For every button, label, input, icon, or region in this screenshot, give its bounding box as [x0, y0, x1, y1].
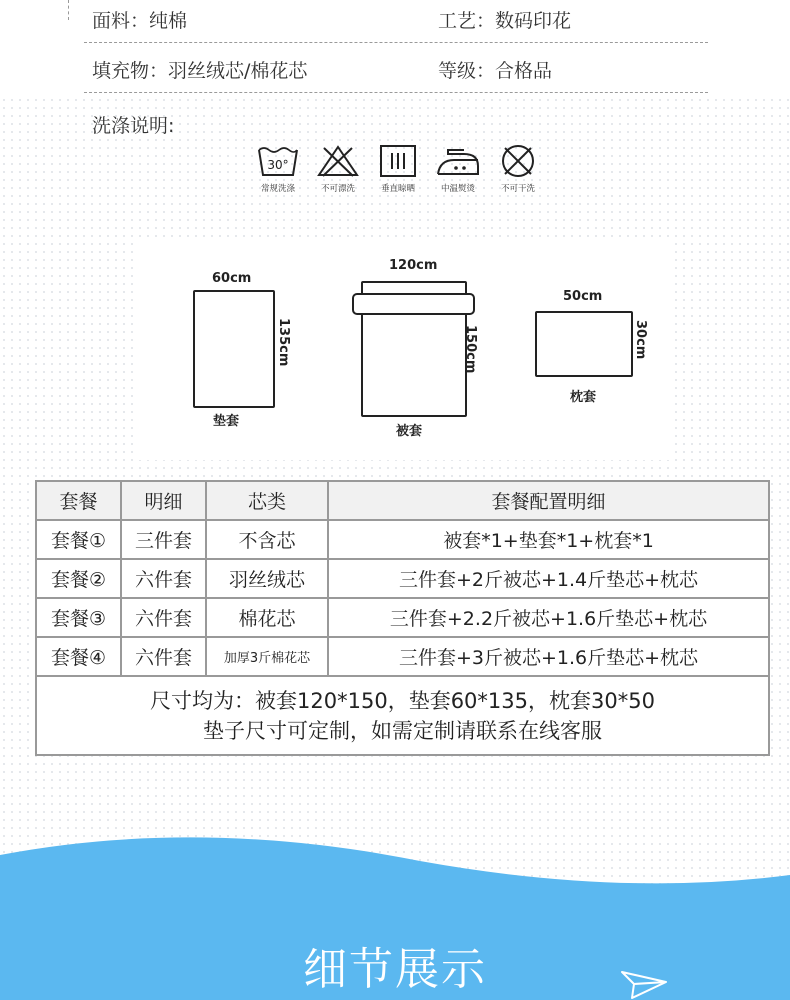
- mattress-height: 135cm: [276, 318, 291, 367]
- header-cell: 明细: [121, 481, 206, 520]
- package-table: [35, 480, 770, 756]
- washing-label: 洗涤说明:: [92, 115, 175, 137]
- quilt-fold: [352, 293, 475, 315]
- header-cell: 套餐配置明细: [328, 481, 769, 520]
- iron-medium-icon: 中温熨烫: [428, 144, 488, 194]
- paper-plane-icon: [620, 968, 668, 1000]
- table-row: [36, 637, 769, 676]
- size-note: 尺寸均为：被套120*150，垫套60*135，枕套30*50 垫子尺寸可定制，如需定制请联系在线客服: [36, 676, 769, 755]
- pillow-width: 50cm: [563, 289, 603, 304]
- table-cell: 被套*1+垫套*1+枕套*1: [328, 520, 769, 559]
- table-cell: 六件套: [121, 637, 206, 676]
- pillow-height: 30cm: [633, 320, 648, 360]
- svg-text:30°: 30°: [267, 158, 289, 172]
- table-note-row: [36, 676, 769, 755]
- washing-icons: [248, 144, 548, 204]
- table-cell: 套餐②: [36, 559, 121, 598]
- table-cell: 套餐④: [36, 637, 121, 676]
- table-row: [36, 559, 769, 598]
- spec-process: 工艺：数码印花: [438, 10, 572, 32]
- no-bleach-icon: 不可漂洗: [308, 144, 368, 194]
- table-cell: 三件套+2.2斤被芯+1.6斤垫芯+枕芯: [328, 598, 769, 637]
- table-cell: 三件套+3斤被芯+1.6斤垫芯+枕芯: [328, 637, 769, 676]
- no-dry-clean-icon: 不可干洗: [488, 144, 548, 194]
- quilt-label: 被套: [396, 424, 423, 439]
- table-cell: 羽丝绒芯: [206, 559, 328, 598]
- quilt-height: 150cm: [463, 325, 478, 374]
- table-cell: 六件套: [121, 598, 206, 637]
- table-cell: 套餐①: [36, 520, 121, 559]
- spec-grade: 等级：合格品: [438, 60, 553, 82]
- spec-row-1: [92, 0, 708, 42]
- table-cell: 三件套+2斤被芯+1.4斤垫芯+枕芯: [328, 559, 769, 598]
- spec-fabric: 面料：纯棉: [92, 10, 188, 32]
- table-cell: 三件套: [121, 520, 206, 559]
- header-cell: 套餐: [36, 481, 121, 520]
- spec-filling: 填充物：羽丝绒芯/棉花芯: [92, 60, 308, 82]
- wash-30-icon: 30° 常规洗涤: [248, 144, 308, 194]
- quilt-width: 120cm: [389, 258, 438, 273]
- table-header: [36, 481, 769, 520]
- table-row: [36, 598, 769, 637]
- pillowcase-shape: [535, 311, 633, 377]
- table-cell: 棉花芯: [206, 598, 328, 637]
- divider: [68, 0, 69, 20]
- mattress-width: 60cm: [212, 271, 252, 286]
- mattress-label: 垫套: [213, 414, 240, 429]
- table-cell: 六件套: [121, 559, 206, 598]
- section-title: 细节展示: [303, 944, 487, 995]
- header-cell: 芯类: [206, 481, 328, 520]
- hang-dry-icon: 垂直晾晒: [368, 144, 428, 194]
- spec-divider: [84, 92, 708, 93]
- table-cell: 套餐③: [36, 598, 121, 637]
- table-row: [36, 520, 769, 559]
- pillow-label: 枕套: [570, 390, 597, 405]
- table-cell: 加厚3斤棉花芯: [206, 637, 328, 676]
- table-cell: 不含芯: [206, 520, 328, 559]
- spec-row-2: [92, 50, 708, 92]
- mattress-cover-shape: [193, 290, 275, 408]
- spec-divider: [84, 42, 708, 43]
